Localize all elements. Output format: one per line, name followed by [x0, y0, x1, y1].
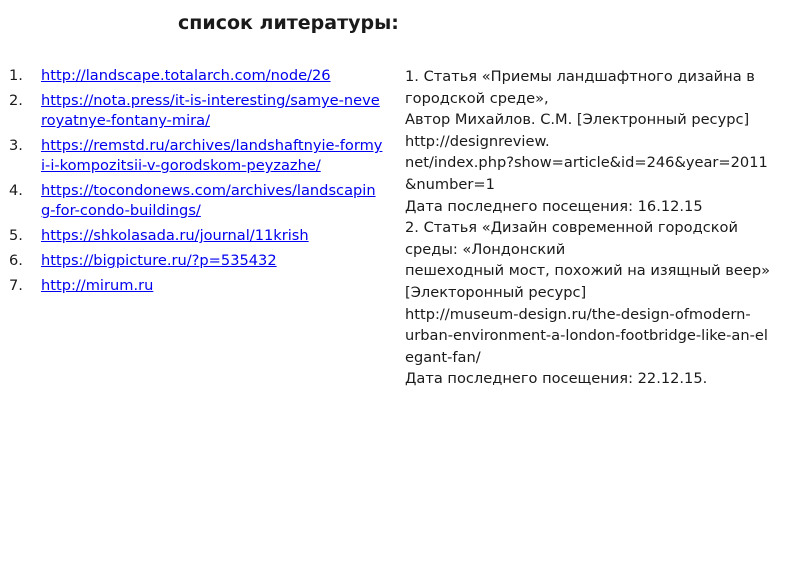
bibliography-line: Дата последнего посещения: 22.12.15.	[405, 370, 708, 388]
list-item	[0, 66, 400, 86]
list-number: 1.	[9, 67, 23, 84]
bibliography-line: net/index.php?show=article&id=246&year=2011	[405, 154, 768, 172]
bibliography-line: &number=1	[405, 175, 495, 193]
bibliography-line: http://museum-design.ru/the-design-ofmodern-	[405, 305, 751, 323]
reference-link[interactable]: http://landscape.totalarch.com/node/26	[41, 67, 331, 84]
list-number: 4.	[9, 182, 23, 199]
reference-link[interactable]: http://mirum.ru	[41, 277, 154, 294]
bibliography-line: Автор Михайлов. С.М. [Электронный ресурс]	[405, 111, 750, 129]
reference-link[interactable]: https://bigpicture.ru/?p=535432	[41, 252, 277, 269]
list-number: 2.	[9, 92, 23, 109]
bibliography-line: egant-fan/	[405, 348, 481, 366]
bibliography-line: urban-environment-a-london-footbridge-like-an-el	[405, 327, 768, 345]
reference-link[interactable]: https://nota.press/it-is-interesting/samye-neveroyatnye-fontany-mira/	[41, 92, 380, 129]
list-item	[0, 226, 400, 246]
list-item	[0, 276, 400, 296]
link-list	[0, 66, 400, 301]
bibliography-line: городской среде»,	[405, 89, 549, 107]
reference-link[interactable]: https://shkolasada.ru/journal/11krish	[41, 227, 309, 244]
list-item	[0, 91, 400, 131]
page-title: список литературы:	[178, 12, 399, 34]
bibliography-line: пешеходный мост, похожий на изящный веер»	[405, 262, 771, 280]
reference-link[interactable]: https://remstd.ru/archives/landshaftnyie-formyi-i-kompozitsii-v-gorodskom-peyzazhe/	[41, 137, 383, 174]
bibliography-block	[405, 66, 797, 390]
list-number: 6.	[9, 252, 23, 269]
reference-link[interactable]: https://tocondonews.com/archives/landscaping-for-condo-buildings/	[41, 182, 376, 219]
list-number: 7.	[9, 277, 23, 294]
list-item	[0, 136, 400, 176]
list-number: 5.	[9, 227, 23, 244]
bibliography-line: среды: «Лондонский	[405, 240, 566, 258]
bibliography-line: http://designreview.	[405, 132, 550, 150]
list-number: 3.	[9, 137, 23, 154]
bibliography-line: [Электоронный ресурс]	[405, 283, 587, 301]
bibliography-line: Дата последнего посещения: 16.12.15	[405, 197, 703, 215]
list-item	[0, 251, 400, 271]
bibliography-line: 2. Статья «Дизайн современной городской	[405, 219, 738, 237]
list-item	[0, 181, 400, 221]
bibliography-line: 1. Статья «Приемы ландшафтного дизайна в	[405, 68, 755, 85]
